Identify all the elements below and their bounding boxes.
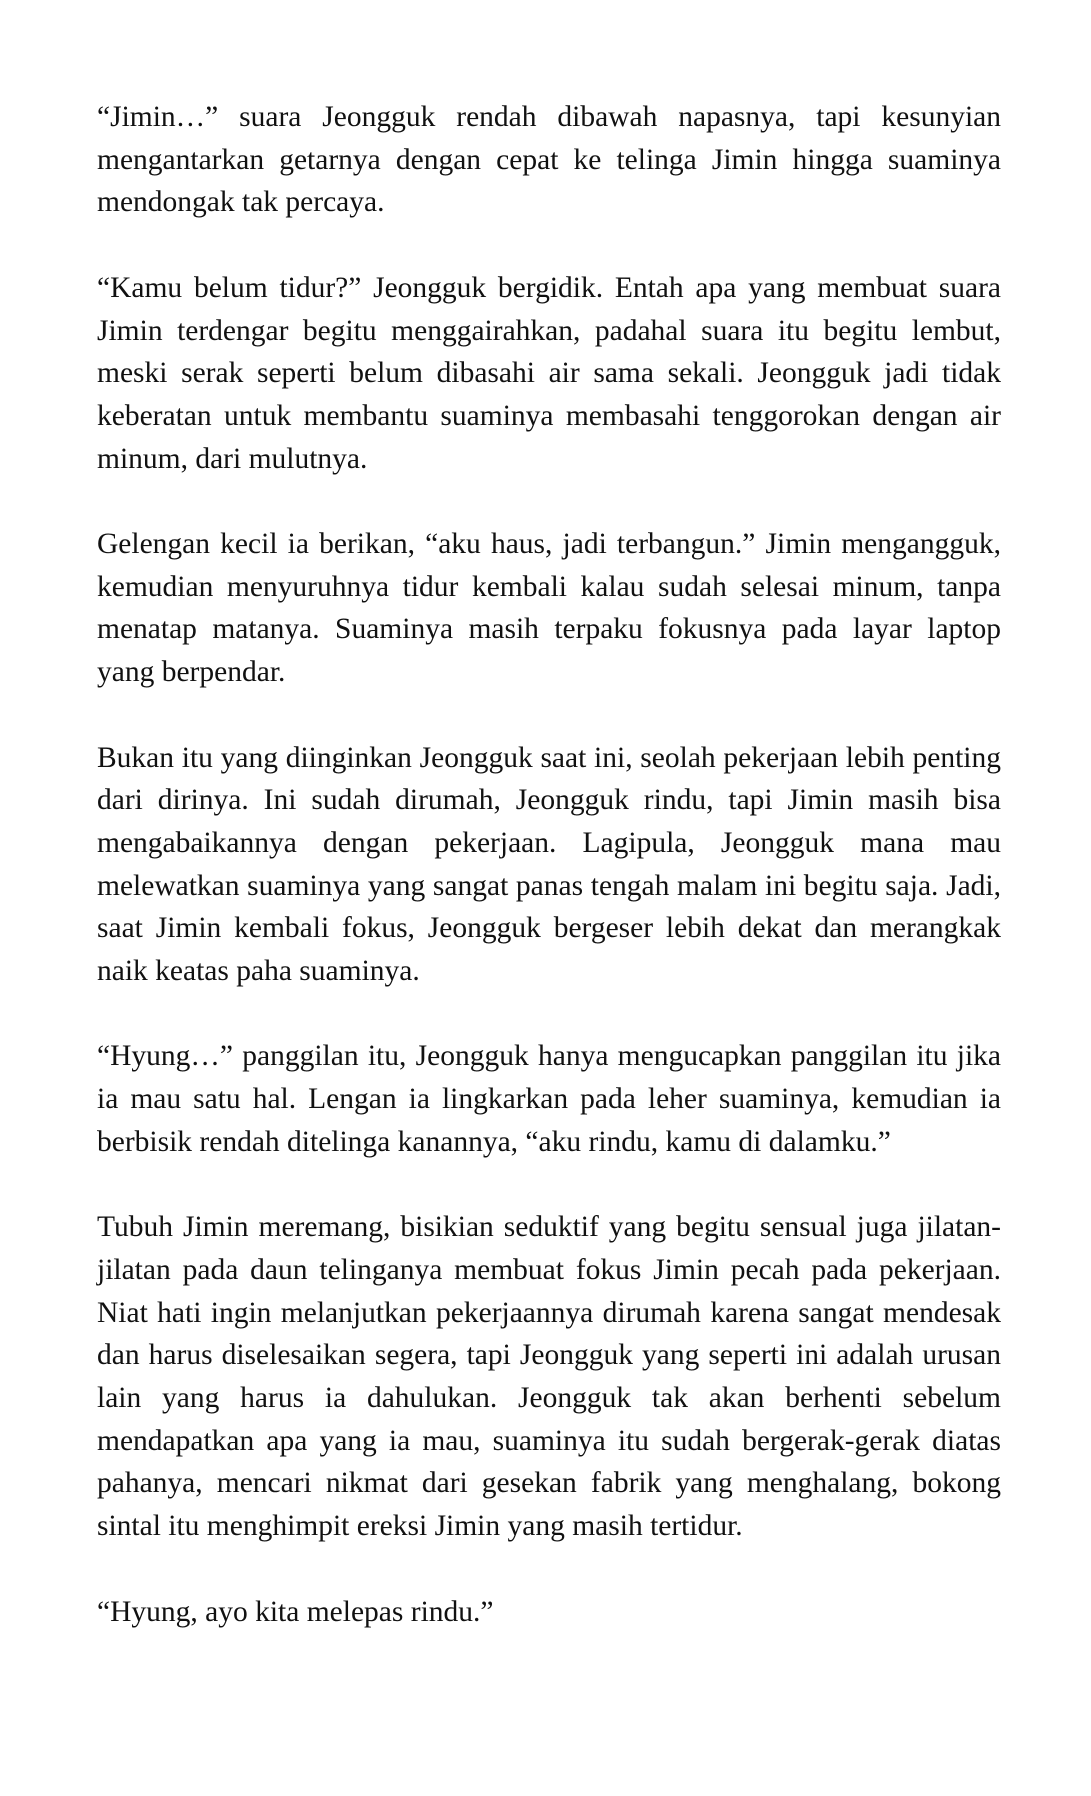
paragraph-2: “Kamu belum tidur?” Jeongguk bergidik. Entah apa yang membuat suara Jimin terdengar begitu menggairahkan, padahal suara itu begitu lembut, meski serak seperti belum dibasahi air sama sekali. Jeongguk jadi tidak keberatan untuk membantu suaminya membasahi tenggorokan dengan air minum, dari mulutnya.: [97, 271, 1001, 475]
paragraph-6: Tubuh Jimin meremang, bisikian seduktif yang begitu sensual juga jilatan-jilatan pada daun telinganya membuat fokus Jimin pecah pada pekerjaan. Niat hati ingin melanjutkan pekerjaannya dirumah karena sangat mendesak dan harus diselesaikan segera, tapi Jeongguk yang seperti ini adalah urusan lain yang harus ia dahulukan. Jeongguk tak akan berhenti sebelum mendapatkan apa yang ia mau, suaminya itu sudah bergerak-gerak diatas pahanya, mencari nikmat dari gesekan fabrik yang menghalang, bokong sintal itu menghimpit ereksi Jimin yang masih tertidur.: [97, 1211, 1001, 1543]
paragraph-7: “Hyung, ayo kita melepas rindu.”: [97, 1595, 494, 1628]
paragraph-1: “Jimin…” suara Jeongguk rendah dibawah napasnya, tapi kesunyian mengantarkan getarnya dengan cepat ke telinga Jimin hingga suaminya mendongak tak percaya.: [97, 101, 1001, 219]
paragraph-3: Gelengan kecil ia berikan, “aku haus, jadi terbangun.” Jimin mengangguk, kemudian menyuruhnya tidur kembali kalau sudah selesai minum, tanpa menatap matanya. Suaminya masih terpaku fokusnya pada layar laptop yang berpendar.: [97, 528, 1001, 689]
paragraph-5: “Hyung…” panggilan itu, Jeongguk hanya mengucapkan panggilan itu jika ia mau satu hal. Lengan ia lingkarkan pada leher suaminya, kemudian ia berbisik rendah ditelinga kanannya, “aku rindu, kamu di dalamku.”: [97, 1040, 1001, 1158]
document-body: [97, 96, 1001, 1633]
paragraph-4: Bukan itu yang diinginkan Jeongguk saat ini, seolah pekerjaan lebih penting dari dirinya. Ini sudah dirumah, Jeongguk rindu, tapi Jimin masih bisa mengabaikannya dengan pekerjaan. Lagipula, Jeongguk mana mau melewatkan suaminya yang sangat panas tengah malam ini begitu saja. Jadi, saat Jimin kembali fokus, Jeongguk bergeser lebih dekat dan merangkak naik keatas paha suaminya.: [97, 741, 1001, 988]
